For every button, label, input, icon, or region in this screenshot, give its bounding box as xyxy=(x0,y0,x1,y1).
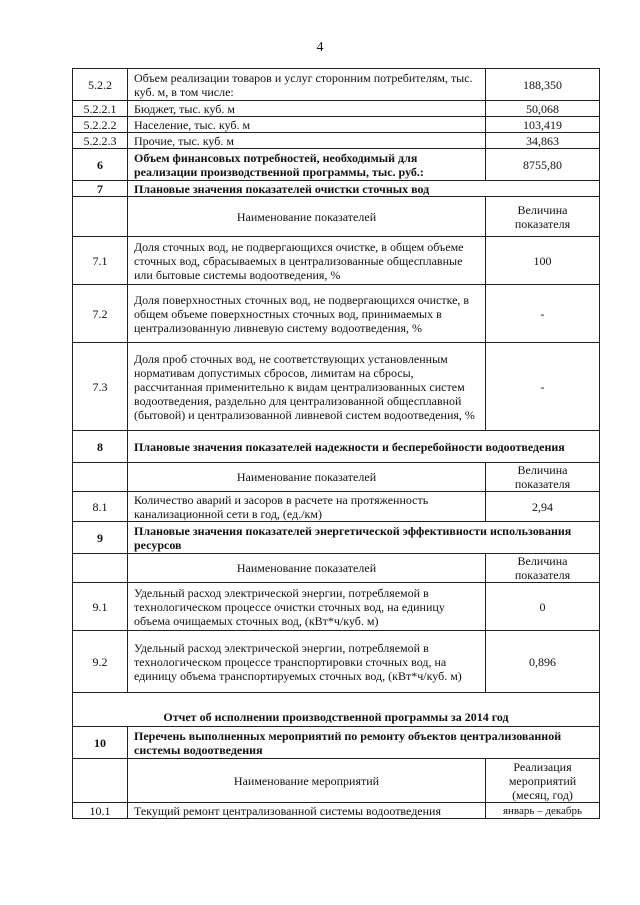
section-number: 7 xyxy=(73,181,128,197)
table-row xyxy=(73,803,600,819)
column-header-name: Наименование показателей xyxy=(128,463,486,492)
column-header-name: Наименование показателей xyxy=(128,197,486,237)
program-table xyxy=(72,68,600,819)
section-number: 10 xyxy=(73,727,128,759)
row-number: 10.1 xyxy=(73,803,128,819)
table-row xyxy=(73,285,600,343)
row-text: Текущий ремонт централизованной системы водоотведения xyxy=(128,803,486,819)
section-row xyxy=(73,727,600,759)
row-text: Доля поверхностных сточных вод, не подвергающихся очистке, в общем объеме поверхностных сточных вод, принимаемых в централизованную ливневую систему водоотведения, % xyxy=(128,285,486,343)
column-header-name: Наименование мероприятий xyxy=(128,759,486,803)
row-text: Удельный расход электрической энергии, потребляемой в технологическом процессе транспортировки сточных вод, на единицу объема транспортируемых сточных вод, (кВт*ч/куб. м) xyxy=(128,631,486,693)
row-text: Прочие, тыс. куб. м xyxy=(128,133,486,149)
row-number: 5.2.2.1 xyxy=(73,101,128,117)
section-row xyxy=(73,522,600,554)
column-header-row xyxy=(73,197,600,237)
row-value: - xyxy=(486,343,600,431)
row-text: Объем финансовых потребностей, необходимый для реализации производственной программы, тыс. руб.: xyxy=(128,149,486,181)
page-number: 4 xyxy=(316,40,324,55)
section-number: 9 xyxy=(73,522,128,554)
column-header-row xyxy=(73,759,600,803)
table-row xyxy=(73,117,600,133)
row-number: 6 xyxy=(73,149,128,181)
section-title: Плановые значения показателей очистки сточных вод xyxy=(128,181,600,197)
section-title: Перечень выполненных мероприятий по ремонту объектов централизованной системы водоотведения xyxy=(128,727,600,759)
column-header-value: Величина показателя xyxy=(486,197,600,237)
section-title: Плановые значения показателей энергетической эффективности использования ресурсов xyxy=(128,522,600,554)
row-number: 7.2 xyxy=(73,285,128,343)
row-text: Удельный расход электрической энергии, потребляемой в технологическом процессе очистки сточных вод, на единицу объема очищаемых сточных вод, (кВт*ч/куб. м) xyxy=(128,583,486,631)
table-row xyxy=(73,101,600,117)
section-row xyxy=(73,431,600,463)
report-title: Отчет об исполнении производственной программы за 2014 год xyxy=(73,693,600,727)
table-row xyxy=(73,631,600,693)
column-header-row xyxy=(73,554,600,583)
row-number: 5.2.2.2 xyxy=(73,117,128,133)
table-row xyxy=(73,343,600,431)
row-number: 9.1 xyxy=(73,583,128,631)
table-row xyxy=(73,583,600,631)
column-header-row xyxy=(73,463,600,492)
row-number: 5.2.2 xyxy=(73,69,128,101)
section-title: Плановые значения показателей надежности и бесперебойности водоотведения xyxy=(128,431,600,463)
row-value: 50,068 xyxy=(486,101,600,117)
row-number: 7.1 xyxy=(73,237,128,285)
column-header-value: Величина показателя xyxy=(486,463,600,492)
row-value: 0 xyxy=(486,583,600,631)
table-row xyxy=(73,69,600,101)
row-number: 5.2.2.3 xyxy=(73,133,128,149)
column-header-value: Реализация мероприятий (месяц, год) xyxy=(486,759,600,803)
section-row xyxy=(73,181,600,197)
row-text: Доля проб сточных вод, не соответствующих установленным нормативам допустимых сбросов, лимитам на сбросы, рассчитанная применительно к видам централизованных систем водоотведения, раздельно для централизованной общесплавной (бытовой) и централизованной ливневой систем водоотведения, % xyxy=(128,343,486,431)
table-row xyxy=(73,492,600,522)
row-text: Количество аварий и засоров в расчете на протяженность канализационной сети в год, (ед./км) xyxy=(128,492,486,522)
table-row xyxy=(73,237,600,285)
row-value: январь – декабрь xyxy=(486,803,600,819)
table-row xyxy=(73,133,600,149)
section-number: 8 xyxy=(73,431,128,463)
row-value: 8755,80 xyxy=(486,149,600,181)
row-text: Население, тыс. куб. м xyxy=(128,117,486,133)
row-text: Объем реализации товаров и услуг сторонним потребителям, тыс. куб. м, в том числе: xyxy=(128,69,486,101)
row-value: 188,350 xyxy=(486,69,600,101)
row-number: 7.3 xyxy=(73,343,128,431)
column-header-name: Наименование показателей xyxy=(128,554,486,583)
row-value: - xyxy=(486,285,600,343)
row-text: Бюджет, тыс. куб. м xyxy=(128,101,486,117)
row-value: 0,896 xyxy=(486,631,600,693)
row-value: 34,863 xyxy=(486,133,600,149)
row-number: 8.1 xyxy=(73,492,128,522)
row-value: 2,94 xyxy=(486,492,600,522)
column-header-value: Величина показателя xyxy=(486,554,600,583)
row-value: 103,419 xyxy=(486,117,600,133)
row-text: Доля сточных вод, не подвергающихся очистке, в общем объеме сточных вод, сбрасываемых в централизованные общесплавные или бытовые системы водоотведения, % xyxy=(128,237,486,285)
report-title-row xyxy=(73,693,600,727)
row-number: 9.2 xyxy=(73,631,128,693)
row-value: 100 xyxy=(486,237,600,285)
table-row xyxy=(73,149,600,181)
